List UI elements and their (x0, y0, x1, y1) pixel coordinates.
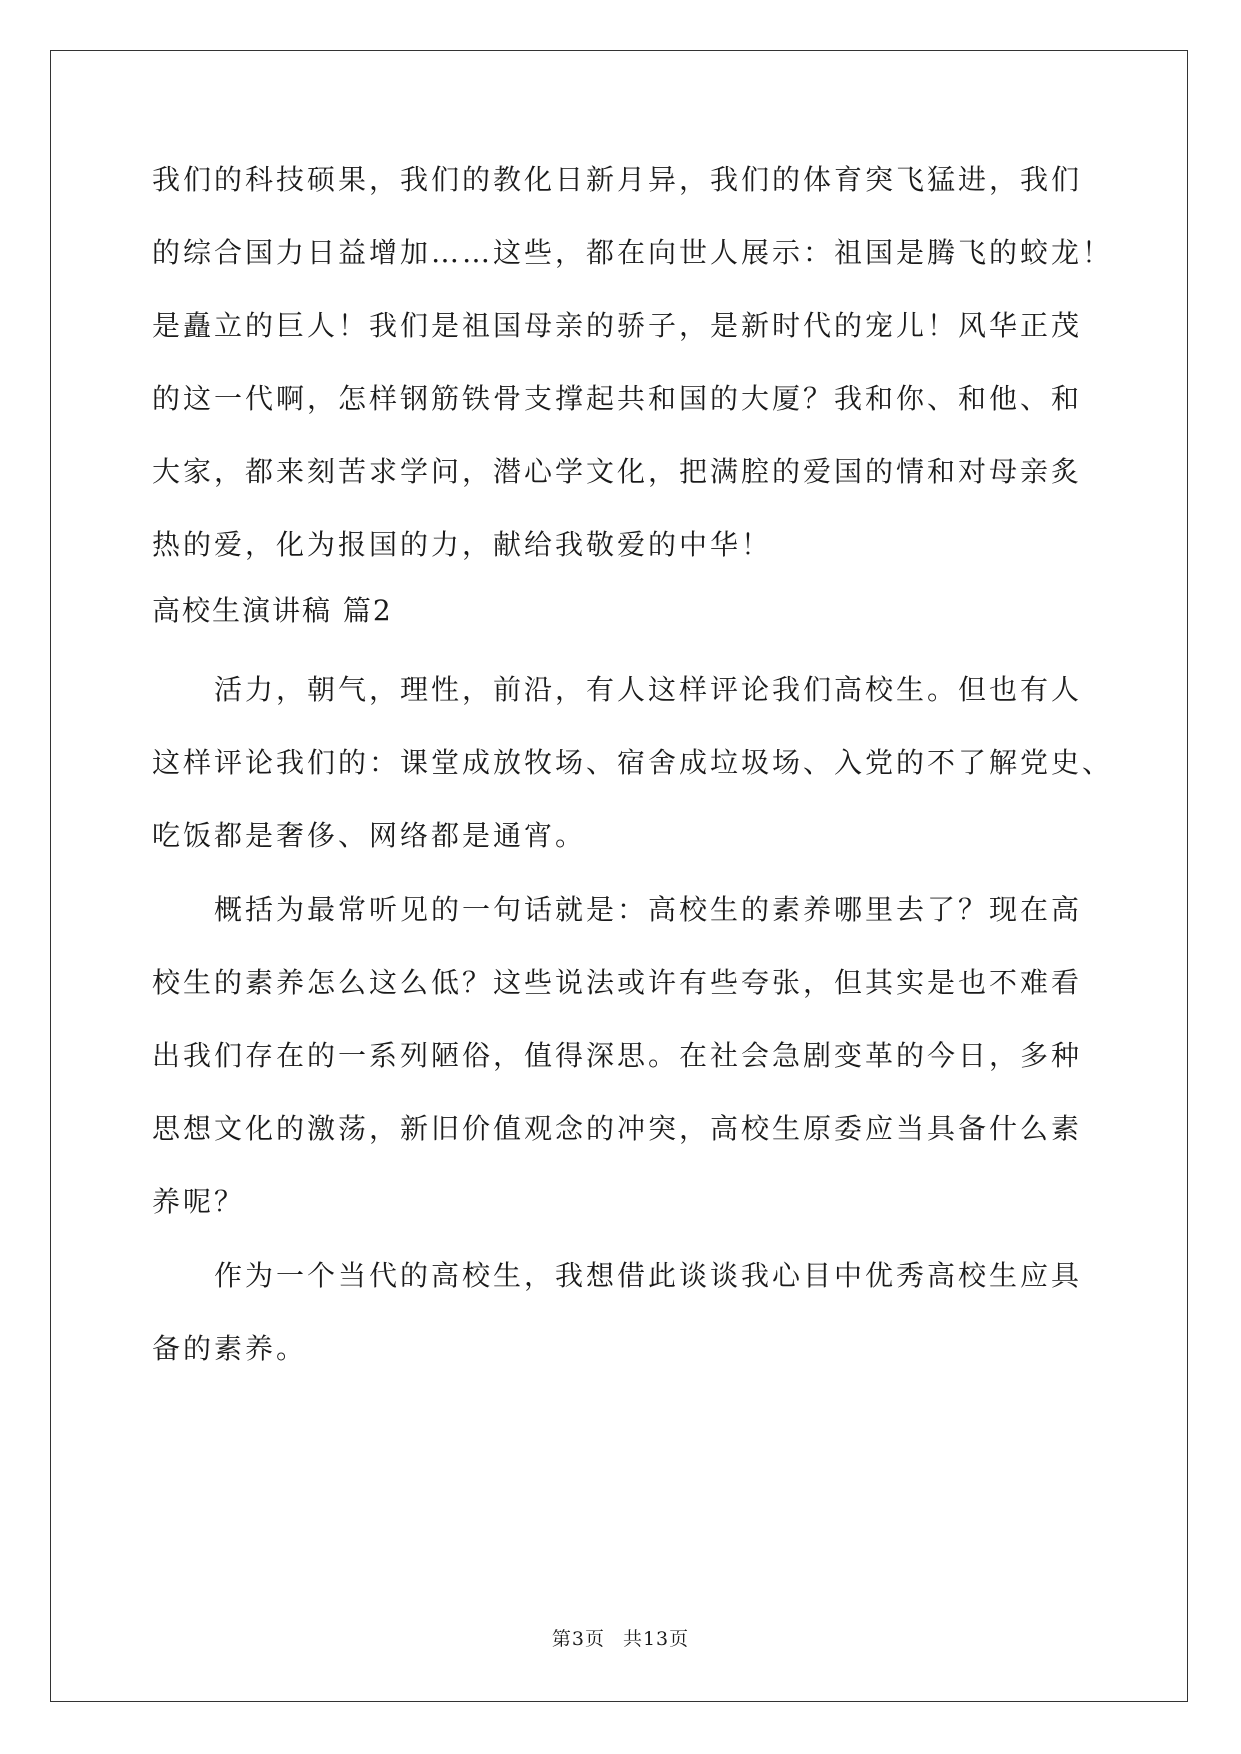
text-line: 活力，朝气，理性，前沿，有人这样评论我们高校生。但也有人 (214, 673, 1083, 706)
text-line: 吃饭都是奢侈、网络都是通宵。 (152, 819, 587, 852)
section-heading: 高校生演讲稿 篇2 (152, 594, 393, 627)
text-line: 作为一个当代的高校生，我想借此谈谈我心目中优秀高校生应具 (214, 1259, 1083, 1292)
text-line: 的这一代啊，怎样钢筋铁骨支撑起共和国的大厦？我和你、和他、和 (152, 382, 1083, 415)
text-line: 出我们存在的一系列陋俗，值得深思。在社会急剧变革的今日，多种 (152, 1039, 1083, 1072)
page-footer (0, 1627, 1241, 1651)
text-line: 我们的科技硕果，我们的教化日新月异，我们的体育突飞猛进，我们 (152, 163, 1083, 196)
text-line: 是矗立的巨人！我们是祖国母亲的骄子，是新时代的宠儿！风华正茂 (152, 309, 1083, 342)
text-line: 思想文化的激荡，新旧价值观念的冲突，高校生原委应当具备什么素 (152, 1112, 1083, 1145)
text-line: 大家，都来刻苦求学问，潜心学文化，把满腔的爱国的情和对母亲炙 (152, 455, 1083, 488)
text-line: 校生的素养怎么这么低？这些说法或许有些夸张，但其实是也不难看 (152, 966, 1083, 999)
page-total: 共13页 (622, 1628, 690, 1650)
text-line: 热的爱，化为报国的力，献给我敬爱的中华！ (152, 528, 773, 561)
page-number: 第3页 (551, 1628, 605, 1650)
text-line: 概括为最常听见的一句话就是：高校生的素养哪里去了？现在高 (214, 893, 1083, 926)
text-line: 备的素养。 (152, 1332, 308, 1365)
text-line: 养呢？ (152, 1185, 246, 1218)
text-line: 的综合国力日益增加……这些，都在向世人展示：祖国是腾飞的蛟龙！ (152, 236, 1114, 269)
text-line: 这样评论我们的：课堂成放牧场、宿舍成垃圾场、入党的不了解党史、 (152, 746, 1114, 779)
page-border (50, 50, 1188, 1702)
